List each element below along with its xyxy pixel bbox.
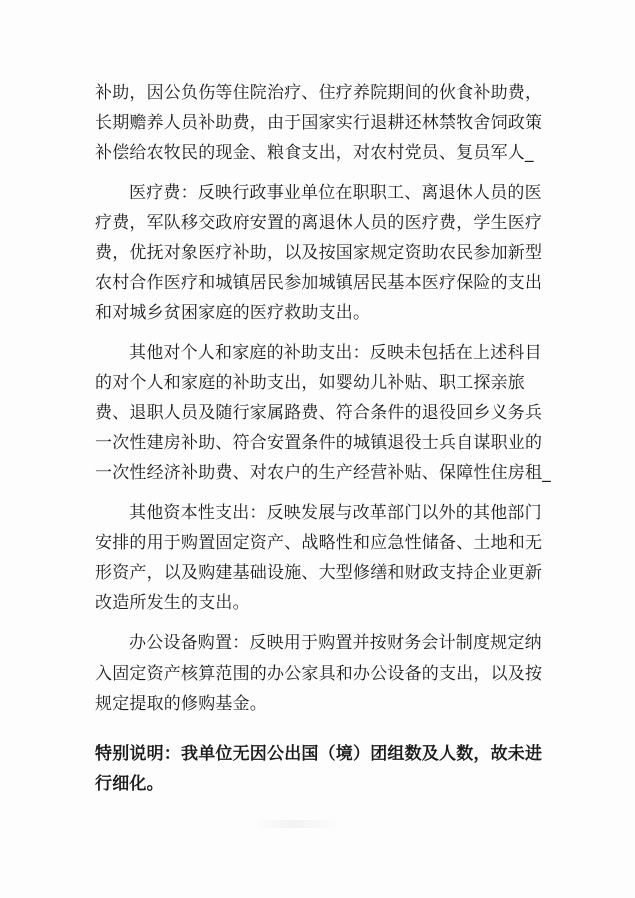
scan-artifact	[250, 820, 340, 828]
paragraph-other-personal-subsidies: 其他对个人和家庭的补助支出：反映未包括在上述科目的对个人和家庭的补助支出，如婴幼儿补贴、职工探亲旅费、退职人员及随行家属路费、符合条件的退役回乡义务兵一次性建房补助、符合安置条件的城镇退役士兵自谋职业的一次性经济补助费、对农户的生产经营补贴、保障性住房租_	[95, 342, 551, 484]
paragraph-office-equipment: 办公设备购置：反映用于购置并按财务会计制度规定纳入固定资产核算范围的办公家具和办公设备的支出，以及按规定提取的修购基金。	[95, 633, 543, 714]
paragraph-subsidy-continued: 补助，因公负伤等住院治疗、住疗养院期间的伙食补助费，长期赡养人员补助费，由于国家实行退耕还林禁牧舍饲政策补偿给农牧民的现金、粮食支出，对农村党员、复员军人_	[95, 83, 543, 164]
document-body	[95, 78, 555, 799]
paragraph-medical-expenses: 医疗费：反映行政事业单位在职职工、离退休人员的医疗费，军队移交政府安置的离退休人员的医疗费，学生医疗费，优抚对象医疗补助，以及按国家规定资助农民参加新型农村合作医疗和城镇居民参加城镇居民基本医疗保险的支出和对城乡贫困家庭的医疗救助支出。	[95, 182, 543, 324]
special-note: 特别说明：我单位无因公出国（境）团组数及人数，故未进行细化。	[95, 744, 543, 795]
paragraph-other-capital-expenditure: 其他资本性支出：反映发展与改革部门以外的其他部门安排的用于购置固定资产、战略性和应急性储备、土地和无形资产，以及购建基础设施、大型修缮和财政支持企业更新改造所发生的支出。	[95, 502, 543, 614]
